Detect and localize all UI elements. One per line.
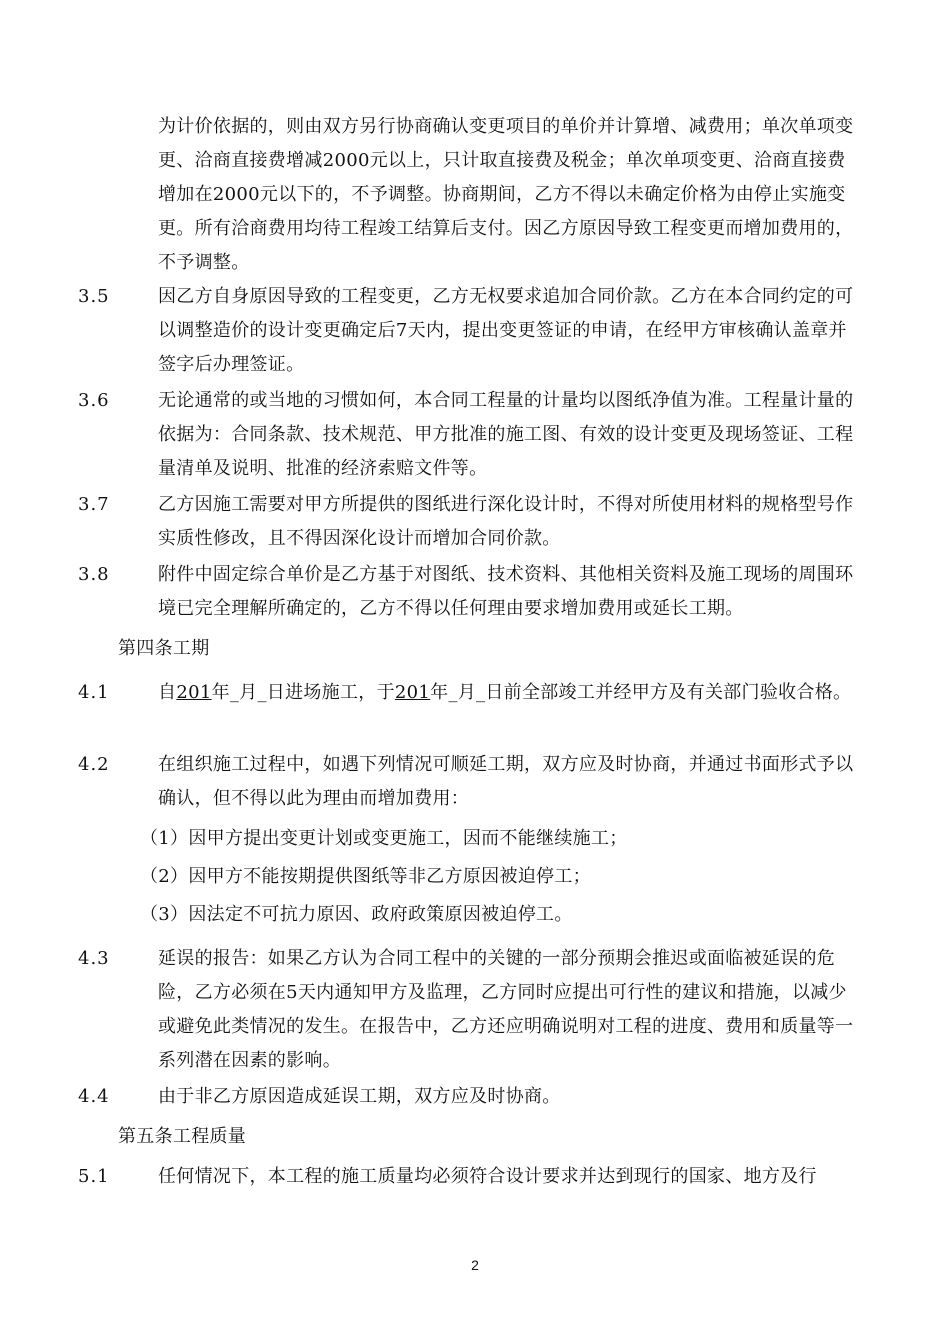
clause-3-6 <box>78 384 858 486</box>
clause-number: 4.2 <box>78 754 110 775</box>
list-item: （2）因甲方不能按期提供图纸等非乙方原因被迫停工； <box>140 866 591 887</box>
clause-number: 3.5 <box>78 286 110 307</box>
clause-3-8 <box>78 558 858 626</box>
underlined-year: 201 <box>394 682 431 703</box>
underlined-year: 201 <box>176 682 212 703</box>
clause-3-5 <box>78 280 858 382</box>
clause-number: 4.3 <box>78 948 110 969</box>
clause-text: 年_月_日进场施工，于 <box>211 682 395 703</box>
clause-text: 因乙方自身原因导致的工程变更，乙方无权要求追加合同价款。乙方在本合同约定的可以调整造价的设计变更确定后7天内，提出变更签证的申请，在经甲方审核确认盖章并签字后办理签证。 <box>158 286 854 375</box>
clause-number: 3.8 <box>78 564 110 585</box>
clause-text: 年_月_日前全部竣工并经甲方及有关部门验收合格。 <box>430 682 852 703</box>
clause-text: 无论通常的或当地的习惯如何，本合同工程量的计量均以图纸净值为准。工程量计量的依据为：合同条款、技术规范、甲方批准的施工图、有效的设计变更及现场签证、工程量清单及说明、批准的经济索赔文件等。 <box>158 390 854 479</box>
section-heading-5: 第五条工程质量 <box>118 1126 247 1147</box>
clause-text: 附件中固定综合单价是乙方基于对图纸、技术资料、其他相关资料及施工现场的周围环境已完全理解所确定的，乙方不得以任何理由要求增加费用或延长工期。 <box>158 564 854 619</box>
clause-text: 延误的报告：如果乙方认为合同工程中的关键的一部分预期会推迟或面临被延误的危险，乙方必须在5天内通知甲方及监理，乙方同时应提出可行性的建议和措施，以减少或避免此类情况的发生。在报告中，乙方还应明确说明对工程的进度、费用和质量等一系列潜在因素的影响。 <box>158 948 854 1071</box>
clause-4-3 <box>78 942 858 1078</box>
section-heading-4: 第四条工期 <box>118 638 210 659</box>
list-item: （1）因甲方提出变更计划或变更施工，因而不能继续施工； <box>140 828 628 849</box>
clause-4-1 <box>78 676 858 710</box>
clause-number: 4.4 <box>78 1086 110 1107</box>
clause-number: 5.1 <box>78 1166 110 1187</box>
list-item: （3）因法定不可抗力原因、政府政策原因被迫停工。 <box>140 904 573 925</box>
clause-text: 自 <box>158 682 177 703</box>
clause-text: 乙方因施工需要对甲方所提供的图纸进行深化设计时，不得对所使用材料的规格型号作实质性修改，且不得因深化设计而增加合同价款。 <box>158 494 854 549</box>
clause-4-2 <box>78 748 858 816</box>
clause-number: 4.1 <box>78 682 110 703</box>
continuation-paragraph: 为计价依据的，则由双方另行协商确认变更项目的单价并计算增、减费用；单次单项变更、洽商直接费增减2000元以上，只计取直接费及税金；单次单项变更、洽商直接费增加在2000元以下的，不予调整。协商期间，乙方不得以未确定价格为由停止实施变更。所有洽商费用均待工程竣工结算后支付。因乙方原因导致工程变更而增加费用的，不予调整。 <box>158 116 854 273</box>
page-number: 2 <box>471 1257 479 1273</box>
clause-4-4 <box>78 1080 858 1114</box>
clause-number: 3.6 <box>78 390 110 411</box>
clause-text: 在组织施工过程中，如遇下列情况可顺延工期，双方应及时协商，并通过书面形式予以确认，但不得以此为理由而增加费用： <box>158 754 854 809</box>
clause-number: 3.7 <box>78 494 110 515</box>
clause-5-1 <box>78 1160 858 1194</box>
clause-3-7 <box>78 488 858 556</box>
clause-text: 由于非乙方原因造成延误工期，双方应及时协商。 <box>158 1086 561 1107</box>
clause-text: 任何情况下，本工程的施工质量均必须符合设计要求并达到现行的国家、地方及行 <box>158 1166 817 1187</box>
